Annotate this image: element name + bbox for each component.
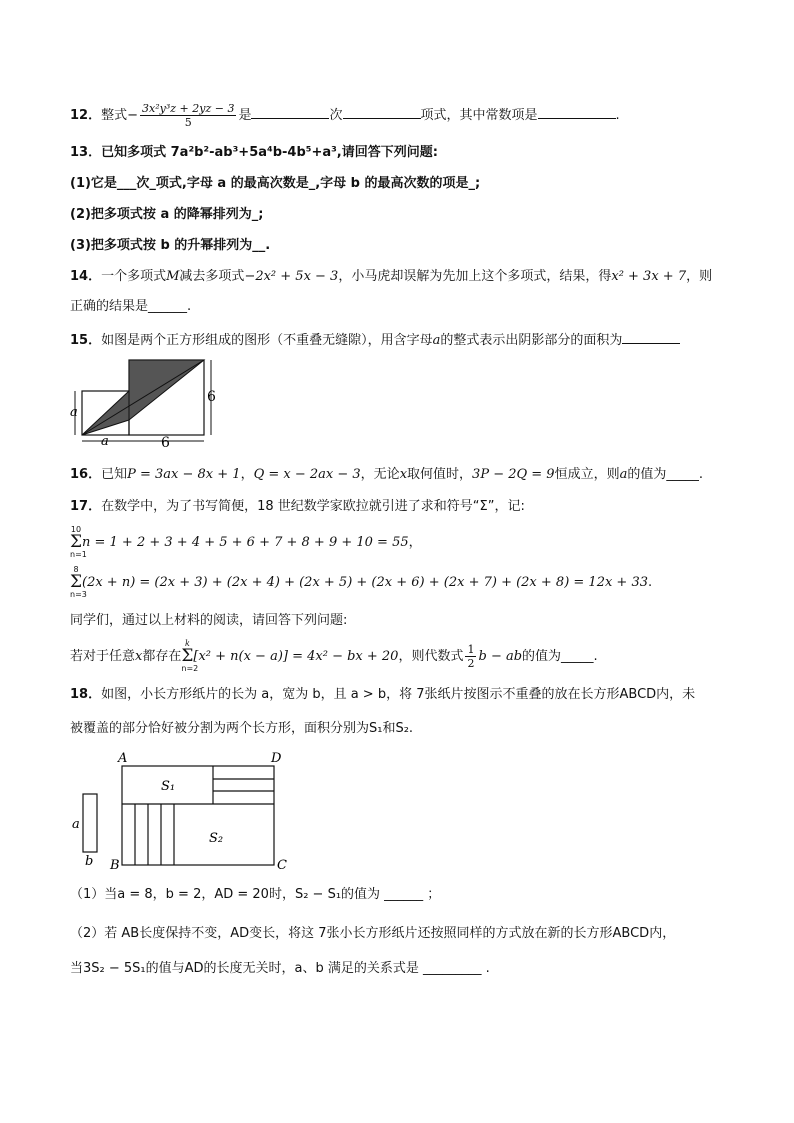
sum-expression: (2x + n) = (2x + 3) + (2x + 4) + (2x + 5) + (2x + 6) + (2x + 7) + (2x + 8) = 12x + 33 [82, 575, 648, 590]
q12-text: 项式，其中常数项是 [420, 108, 538, 123]
question-number: 14． [70, 269, 102, 284]
question-17-sum-2 [70, 566, 652, 599]
vertex-label-C: C [277, 858, 287, 873]
question-number: 18． [70, 687, 102, 702]
question-18-part-1: （1）当a = 8，b = 2，AD = 20时，S₂ − S₁的值为 ______ ； [70, 887, 441, 902]
q14-text: 一个多项式 [101, 269, 167, 284]
q16-var-x: x [399, 467, 408, 482]
question-18-line-2: 被覆盖的部分恰好被分割为两个长方形，面积分别为S₁和S₂. [70, 721, 414, 736]
q14-var-M: M [166, 269, 180, 284]
label-a: a [72, 817, 80, 832]
q12-text: 整式− [101, 108, 138, 123]
q14-expression: x² + 3x + 7 [611, 269, 687, 284]
sigma-symbol: k Σ n=2 [181, 639, 199, 673]
question-number: 15． [70, 333, 102, 348]
question-12 [70, 102, 620, 129]
vertex-label-B: B [110, 858, 120, 873]
shaded-region-upper [129, 360, 204, 420]
question-17-line-5 [70, 640, 598, 673]
label-b: b [85, 854, 94, 869]
q16-var-a: a [619, 467, 628, 482]
question-17-line-4: 同学们，通过以上材料的阅读，请回答下列问题: [70, 613, 348, 628]
label-6-horizontal: 6 [161, 435, 170, 451]
q16-text: 已知 [101, 467, 128, 482]
question-18-part-2-line-1: （2）若 AB长度保持不变，AD变长，将这 7张小长方形纸片还按照同样的方式放在新的长方形ABCD内， [70, 926, 676, 941]
sum-expression: [x² + n(x − a)] = 4x² − bx + 20 [193, 649, 399, 664]
q15-var-a: a [432, 333, 441, 348]
q16-expression-Q: Q = x − 2ax − 3 [253, 467, 361, 482]
frac-denominator: 2 [467, 657, 475, 670]
q17-text: ， [408, 535, 422, 550]
q17-text: 都存在 [142, 649, 182, 664]
label-a-horizontal: a [101, 434, 109, 449]
q15-text: 的整式表示出阴影部分的面积为 [440, 333, 623, 348]
question-14-line-1 [70, 268, 712, 286]
q16-expression-P: P = 3ax − 8x + 1 [127, 467, 241, 482]
question-number: 13． [70, 145, 102, 160]
q13-text: 已知多项式 7a²b²-ab³+5a⁴b-4b⁵+a³,请回答下列问题: [101, 145, 438, 160]
sigma-symbol: 8 Σ n=3 [70, 565, 87, 599]
q14-text: ，则 [686, 269, 713, 284]
rectangle-abcd-figure [66, 748, 296, 873]
question-15 [70, 330, 680, 350]
q17-text: . [648, 575, 653, 590]
q16-text: ，无论 [360, 467, 400, 482]
q16-text: ， [240, 467, 254, 482]
label-a-vertical: a [70, 405, 78, 420]
sigma-lower: n=1 [70, 550, 87, 559]
q16-text: 的值为_____. [627, 467, 704, 482]
question-17-line-1 [70, 498, 525, 516]
sigma-upper: 8 [73, 565, 79, 574]
q16-text: 取何值时， [407, 467, 473, 482]
q18-text: 如图，小长方形纸片的长为 a，宽为 b，且 a > b，将 7张纸片按图示不重叠的放在长方形ABCD内，未 [101, 687, 696, 702]
question-13-line-1 [70, 144, 438, 162]
frac-numerator: 1 [467, 643, 475, 656]
q16-condition: 3P − 2Q = 9 [472, 467, 555, 482]
two-squares-figure [66, 355, 226, 455]
small-paper-strip [83, 794, 97, 852]
q12-text: 次 [329, 108, 343, 123]
sigma-upper: 10 [70, 525, 82, 534]
q16-text: 恒成立，则 [554, 467, 620, 482]
sigma-upper: k [184, 639, 190, 648]
question-18-part-2-line-2: 当3S₂ − 5S₁的值与AD的长度无关时，a、b 满足的关系式是 _________ . [70, 961, 490, 976]
q17-fraction [465, 643, 476, 670]
q17-expression: b − ab [478, 649, 523, 664]
shaded-region-lower [82, 391, 129, 435]
question-13-line-3: (2)把多项式按 a 的降幂排列为_; [70, 207, 264, 222]
question-16 [70, 466, 703, 484]
sigma-lower: n=3 [70, 590, 87, 599]
q14-text: ，小马虎却误解为先加上这个多项式，结果，得 [338, 269, 612, 284]
answer-blank[interactable] [343, 105, 421, 119]
question-13-line-2: (1)它是___次_项式,字母 a 的最高次数是_,字母 b 的最高次数的项是_; [70, 176, 481, 191]
region-label-S2: S₂ [209, 831, 224, 846]
question-17-sum-1 [70, 526, 422, 559]
q12-frac-denominator: 5 [184, 116, 192, 129]
q17-var-x: x [135, 649, 143, 664]
q15-text: 如图是两个正方形组成的图形（不重叠无缝隙），用含字母 [101, 333, 433, 348]
answer-blank[interactable] [538, 105, 616, 119]
q17-text: 若对于任意 [70, 649, 136, 664]
sum-expression: n = 1 + 2 + 3 + 4 + 5 + 6 + 7 + 8 + 9 + 10 = 55 [82, 535, 409, 550]
q12-fraction [140, 102, 236, 129]
q17-text: ，则代数式 [398, 649, 464, 664]
q14-text: 减去多项式 [179, 269, 245, 284]
sigma-symbol: 10 Σ n=1 [70, 525, 87, 559]
question-number: 17． [70, 499, 102, 514]
region-label-S1: S₁ [161, 779, 176, 794]
question-14-line-2: 正确的结果是______. [70, 299, 192, 314]
question-13-line-4: (3)把多项式按 b 的升幂排列为__. [70, 238, 271, 253]
question-number: 12． [70, 108, 102, 123]
answer-blank[interactable] [622, 330, 680, 344]
rectangle-abcd [122, 766, 274, 865]
sigma-lower: n=2 [181, 664, 199, 673]
q17-text: 在数学中，为了书写简便，18 世纪数学家欧拉就引进了求和符号“Σ”，记: [101, 499, 525, 514]
q17-text: 的值为_____. [522, 649, 598, 664]
q12-frac-numerator: 3x²y³z + 2yz − 3 [142, 102, 235, 115]
q12-text: . [615, 108, 620, 123]
question-18-line-1 [70, 686, 695, 704]
answer-blank[interactable] [251, 105, 329, 119]
question-number: 16． [70, 467, 102, 482]
label-6-vertical: 6 [207, 389, 216, 405]
q12-text: 是 [238, 108, 252, 123]
q14-expression: −2x² + 5x − 3 [244, 269, 339, 284]
vertex-label-A: A [118, 751, 128, 766]
vertex-label-D: D [271, 751, 282, 766]
